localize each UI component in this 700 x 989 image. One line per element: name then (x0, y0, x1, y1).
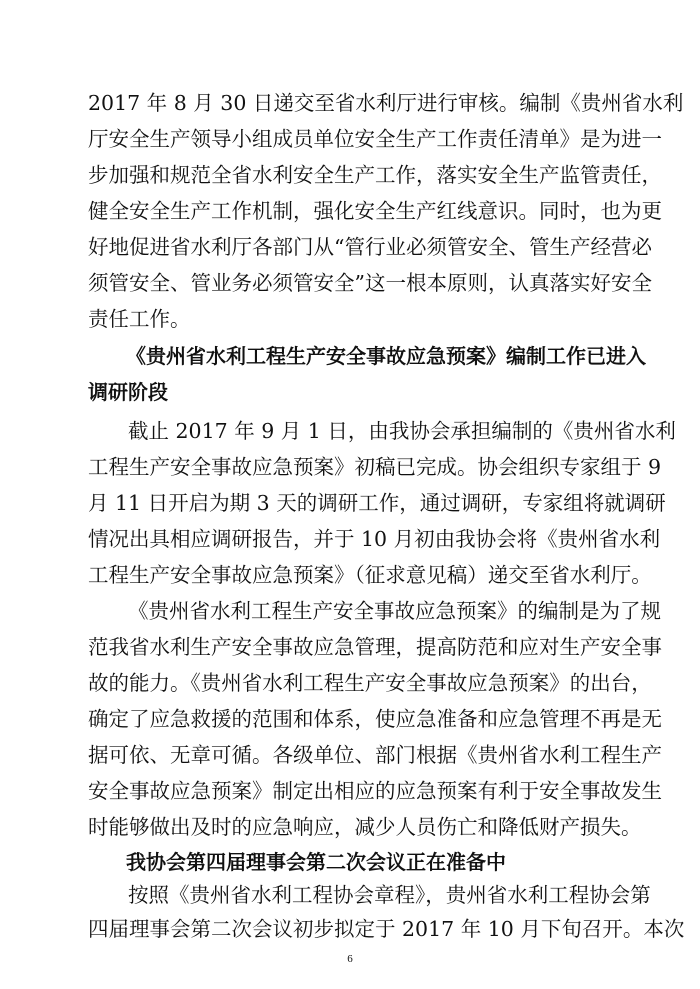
section-heading-council-meeting: 我协会第四届理事会第二次会议正在准备中 (126, 850, 506, 874)
text-line: 工程生产安全事故应急预案》初稿已完成。协会组织专家组于 9 (88, 455, 662, 479)
text-line: 步加强和规范全省水利安全生产工作，落实安全生产监管责任， (88, 163, 662, 187)
text-line: 责任工作。 (88, 307, 191, 331)
text-line: 健全安全生产工作机制，强化安全生产红线意识。同时，也为更 (88, 199, 662, 223)
text-line: 范我省水利生产安全事故应急管理，提高防范和应对生产安全事 (88, 635, 662, 659)
section-heading-emergency-plan: 《贵州省水利工程生产安全事故应急预案》编制工作已进入 (126, 344, 646, 368)
text-line: 故的能力。《贵州省水利工程生产安全事故应急预案》的出台， (88, 671, 652, 695)
section-heading-emergency-plan-continued: 调研阶段 (88, 380, 168, 404)
page-number: 6 (347, 953, 353, 965)
text-line: 《贵州省水利工程生产安全事故应急预案》的编制是为了规 (128, 599, 661, 623)
text-line: 四届理事会第二次会议初步拟定于 2017 年 10 月下旬召开。本次 (88, 917, 685, 941)
text-line: 安全事故应急预案》制定出相应的应急预案有利于安全事故发生 (88, 779, 662, 803)
text-line: 好地促进省水利厅各部门从“管行业必须管安全、管生产经营必 (88, 235, 652, 259)
text-line: 时能够做出及时的应急响应，减少人员伤亡和降低财产损失。 (88, 815, 642, 839)
text-line: 2017 年 8 月 30 日递交至省水利厅进行审核。编制《贵州省水利 (88, 91, 684, 115)
text-line: 月 11 日开启为期 3 天的调研工作，通过调研，专家组将就调研 (88, 491, 666, 515)
text-line: 确定了应急救援的范围和体系，使应急准备和应急管理不再是无 (88, 707, 662, 731)
text-line: 截止 2017 年 9 月 1 日，由我协会承担编制的《贵州省水利 (128, 419, 676, 443)
text-line: 情况出具相应调研报告，并于 10 月初由我协会将《贵州省水利 (88, 527, 661, 551)
text-line: 据可依、无章可循。各级单位、部门根据《贵州省水利工程生产 (88, 743, 662, 767)
text-line: 须管安全、管业务必须管安全”这一根本原则，认真落实好安全 (88, 271, 652, 295)
text-line: 厅安全生产领导小组成员单位安全生产工作责任清单》是为进一 (88, 127, 662, 151)
text-line: 工程生产安全事故应急预案》（征求意见稿）递交至省水利厅。 (88, 563, 652, 587)
text-line: 按照《贵州省水利工程协会章程》，贵州省水利工程协会第 (128, 883, 651, 907)
